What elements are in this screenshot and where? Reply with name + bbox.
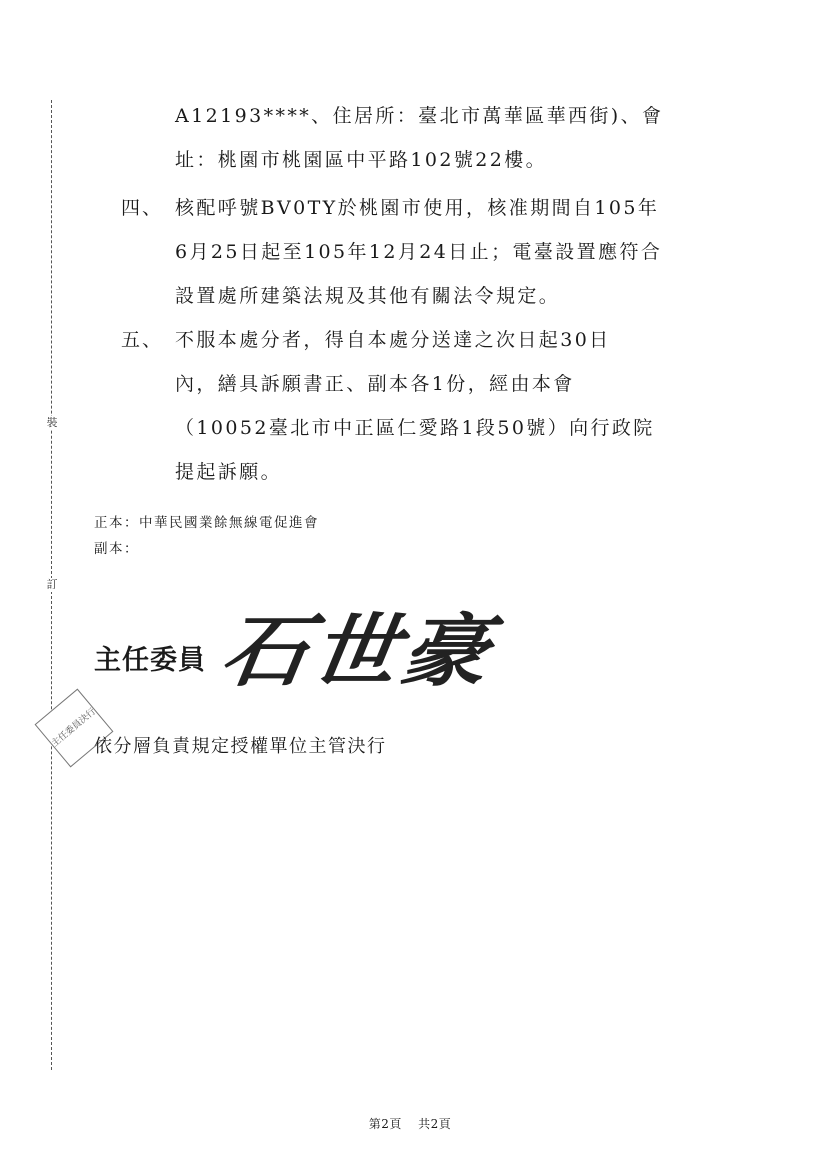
page-total: 共2頁 [418,1117,452,1131]
page-number: 第2頁 [368,1117,402,1131]
item-4-number: 四、 [121,197,164,219]
item-5-line-1: 不服本處分者，得自本處分送達之次日起30日 [175,329,611,351]
page-footer [0,1116,820,1132]
signature-title: 主任委員 [94,645,206,676]
item-5-line-2: 內，繕具訴願書正、副本各1份，經由本會 [175,373,575,395]
body-continuation-line-2: 址：桃園市桃園區中平路102號22樓。 [175,149,548,171]
item-4-line-2: 6月25日起至105年12月24日止；電臺設置應符合 [175,241,663,263]
approval-stamp: 主任委員決行 [35,689,114,768]
item-5-number: 五、 [121,329,164,351]
body-continuation-line-1: A12193****、住居所：臺北市萬華區華西街)、會 [175,105,664,127]
binding-mark-top: 裝 [44,416,60,430]
item-5-line-3: （10052臺北市中正區仁愛路1段50號）向行政院 [175,417,655,439]
item-4-line-1: 核配呼號BV0TY於桃園市使用，核准期間自105年 [175,197,660,219]
signature-name: 石世豪 [215,605,499,698]
item-5-line-4: 提起訴願。 [175,461,283,483]
item-4-line-3: 設置處所建築法規及其他有關法令規定。 [175,285,561,307]
binding-mark-bottom: 訂 [44,578,60,592]
distribution-copy: 副本： [94,541,139,557]
delegation-note: 依分層負責規定授權單位主管決行 [94,736,387,757]
distribution-original: 正本：中華民國業餘無線電促進會 [94,515,319,531]
